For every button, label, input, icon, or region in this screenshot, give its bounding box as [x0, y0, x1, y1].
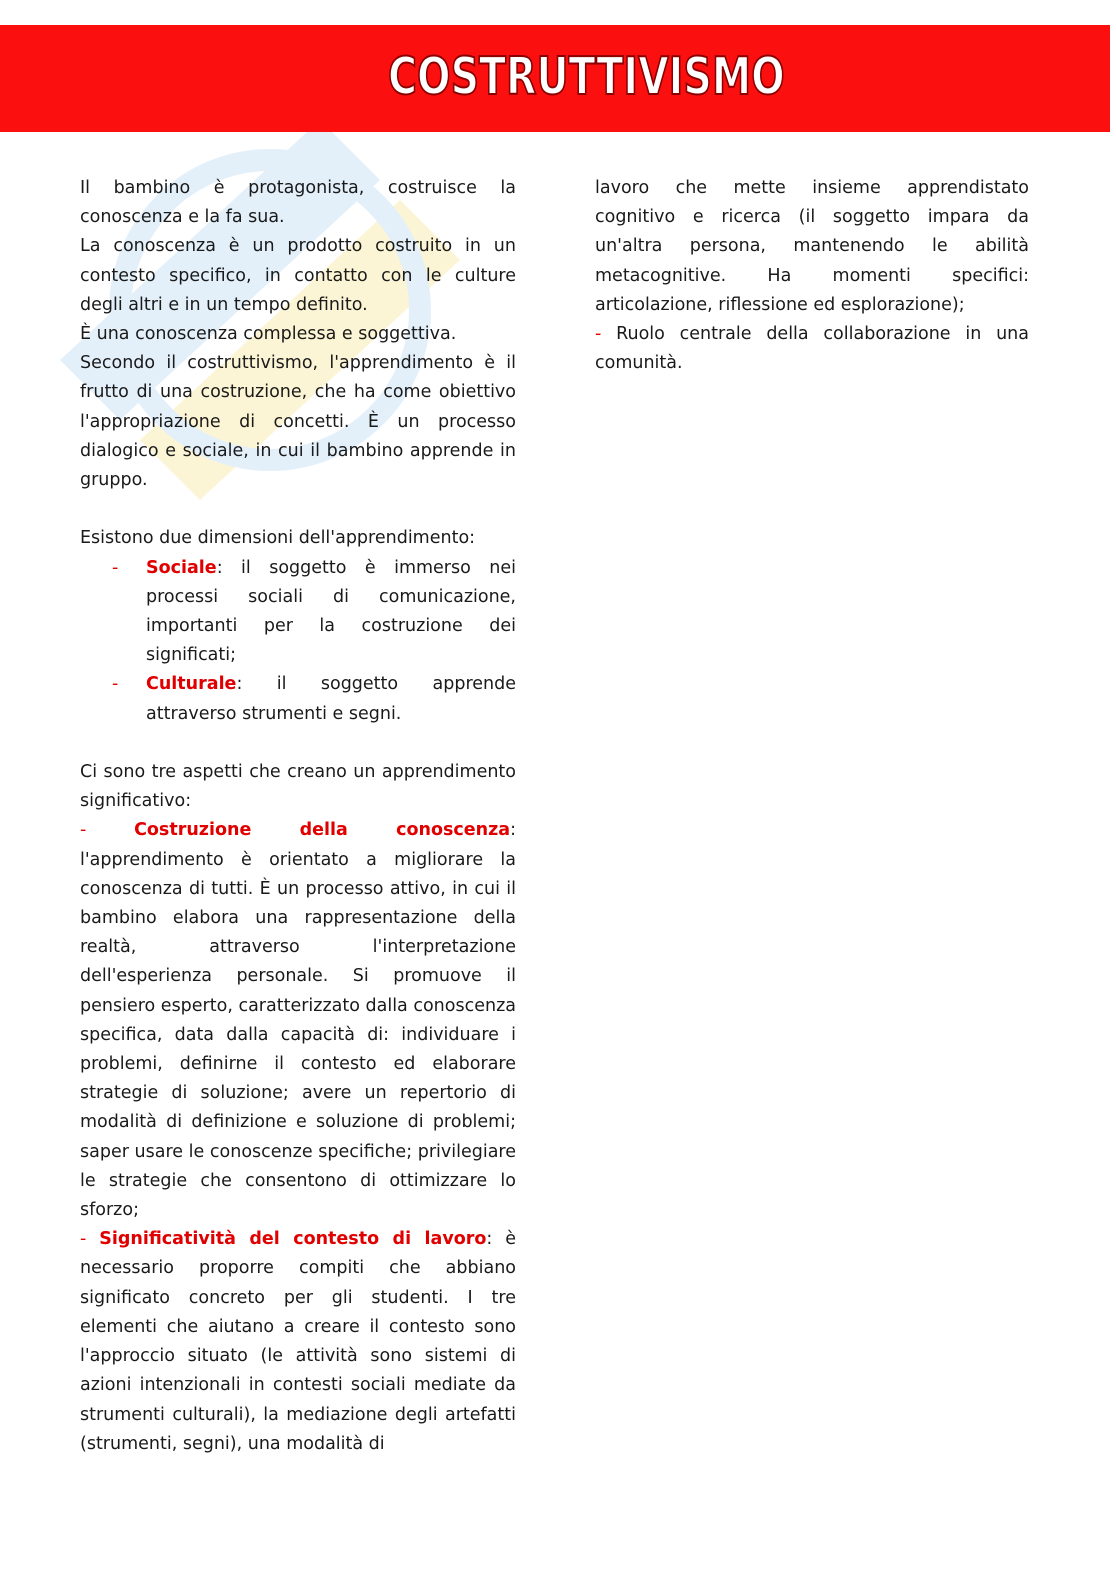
right-column — [595, 174, 1029, 378]
bullet-dash: - — [112, 674, 119, 695]
aspect-dash: - — [80, 820, 135, 841]
spacer — [80, 729, 516, 758]
intro-paragraph-2: La conoscenza è un prodotto costruito in un contesto specifico, in contatto con le culture degli altri e in un tempo definito. — [80, 236, 516, 315]
intro-paragraph-1: Il bambino è protagonista, costruisce la conoscenza e la fa sua. — [80, 178, 516, 228]
aspect-text: Ruolo centrale della collaborazione in una comunità. — [595, 324, 1029, 374]
dimension-text: : il soggetto apprende attraverso strumenti e segni. — [146, 674, 516, 724]
aspect-continuation: lavoro che mette insieme apprendistato cognitivo e ricerca (il soggetto impara da un'altra persona, mantenendo le abilità metacognitive. Ha momenti specifici: articolazione, riflessione ed esplorazione); — [595, 178, 1029, 315]
aspect-text: : l'apprendimento è orientato a migliorare la conoscenza di tutti. È un processo attivo, in cui il bambino elabora una rappresentazione della realtà, attraverso l'interpretazione dell'esperienza personale. Si promuove il pensiero esperto, caratterizzato dalla conoscenza specifica, data dalla capacità di: individuare i problemi, definirne il contesto ed elaborare strategie di soluzione; avere un repertorio di modalità di definizione e soluzione di problemi; saper usare le conoscenze specifiche; privilegiare le strategie che consentono di ottimizzare lo sforzo; — [80, 820, 516, 1221]
aspect-term: Significatività del contesto di lavoro — [99, 1229, 487, 1250]
dimension-text: : il soggetto è immerso nei processi sociali di comunicazione, importanti per la costruzione dei significati; — [146, 557, 516, 666]
aspect-costruzione — [80, 816, 516, 1225]
aspect-term: Costruzione della conoscenza — [134, 820, 511, 841]
aspects-lead: Ci sono tre aspetti che creano un apprendimento significativo: — [80, 762, 516, 812]
dimension-term: Sociale — [146, 557, 217, 578]
bullet-dash: - — [112, 557, 119, 578]
dimension-term: Culturale — [146, 674, 237, 695]
dimensions-list — [80, 554, 516, 729]
left-column — [80, 174, 516, 1459]
aspect-collaborazione — [595, 320, 1029, 378]
intro-paragraph-4: Secondo il costruttivismo, l'apprendimento è il frutto di una costruzione, che ha come obiettivo l'appropriazione di concetti. È un processo dialogico e sociale, in cui il bambino apprende in gruppo. — [80, 353, 516, 491]
aspect-significativita — [80, 1225, 516, 1459]
aspect-dash: - — [80, 1229, 100, 1250]
page-title: COSTRUTTIVISMO — [388, 47, 785, 107]
aspect-dash: - — [595, 324, 617, 345]
intro-paragraph-3: È una conoscenza complessa e soggettiva. — [80, 324, 457, 345]
dimension-item-culturale — [80, 670, 516, 728]
title-banner — [0, 25, 1110, 132]
dimensions-lead: Esistono due dimensioni dell'apprendimento: — [80, 528, 476, 549]
dimension-item-sociale — [80, 554, 516, 671]
aspect-text: : è necessario proporre compiti che abbiano significato concreto per gli studenti. I tre elementi che aiutano a creare il contesto sono l'approccio situato (le attività sono sistemi di azioni intenzionali in contesti sociali mediate da strumenti culturali), la mediazione degli artefatti (strumenti, segni), una modalità di — [80, 1229, 516, 1454]
spacer — [80, 495, 516, 524]
